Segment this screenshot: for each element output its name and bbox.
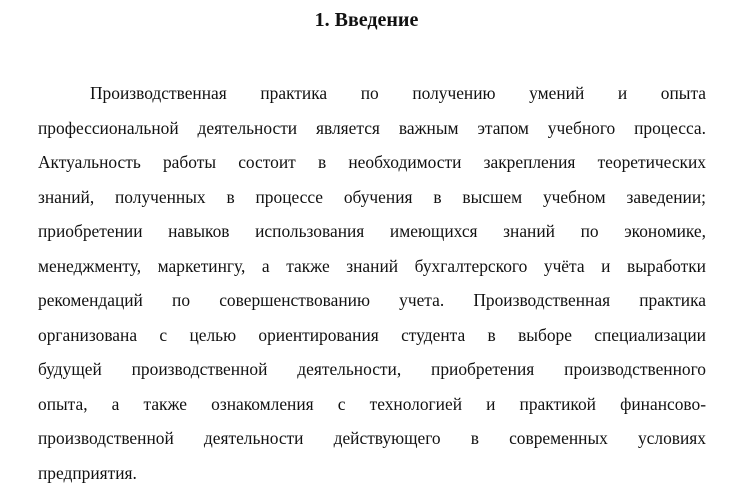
paragraph-line: менеджменту, маркетингу, а также знаний бухгалтерского учёта и выработки (38, 255, 706, 276)
paragraph-line: Производственная практика по получению умений и опыта (90, 83, 706, 103)
paragraph-line: знаний, полученных в процессе обучения в высшем учебном заведении; (38, 186, 706, 207)
paragraph-line: Актуальность работы состоит в необходимости закрепления теоретических (38, 152, 706, 172)
paragraph-line: организована с целью ориентирования студента в выборе специализации (38, 324, 706, 345)
paragraph-line: профессиональной деятельности является важным этапом учебного процесса. (38, 117, 706, 138)
section-heading: 1. Введение (314, 9, 419, 31)
paragraph-line: производственной деятельности действующего в современных условиях (38, 428, 706, 448)
paragraph-line: рекомендаций по совершенствованию учета. Производственная практика (38, 290, 706, 310)
paragraph-line: предприятия. (38, 462, 137, 483)
paragraph-line: опыта, а также ознакомления с технологией и практикой финансово- (38, 393, 706, 414)
paragraph-line: будущей производственной деятельности, приобретения производственного (38, 359, 706, 379)
paragraph-line: приобретении навыков использования имеющихся знаний по экономике, (38, 221, 706, 241)
body-paragraph (38, 76, 706, 490)
